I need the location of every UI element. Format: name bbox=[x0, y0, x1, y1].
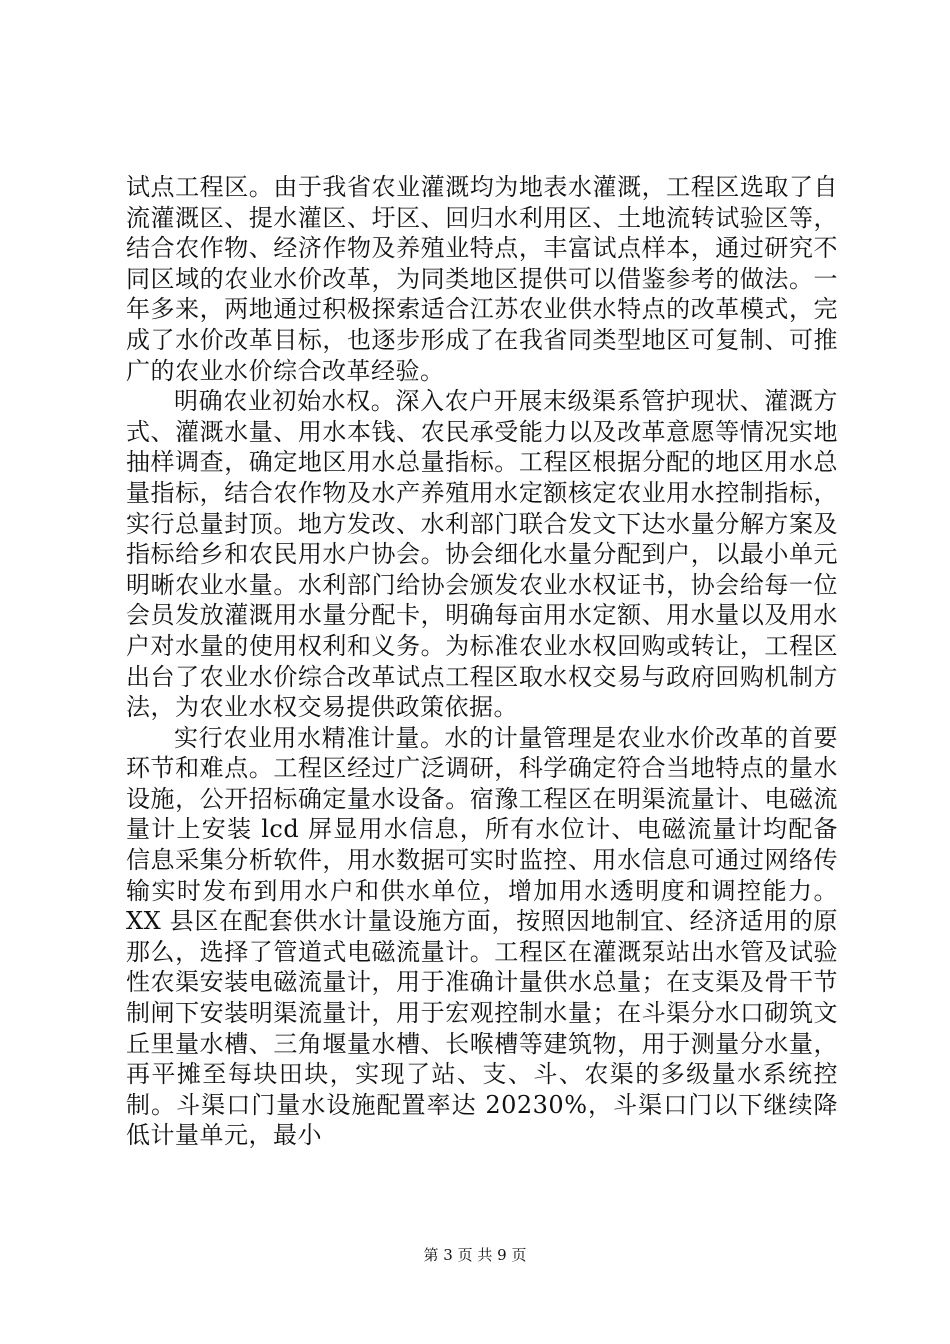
paragraph-water-rights: 明确农业初始水权。深入农户开展末级渠系管护现状、灌溉方式、灌溉水量、用水本钱、农民承受能力以及改革意愿等情况实地抽样调查，确定地区用水总量指标。工程区根据分配的地区用水总量指标，结合农作物及水产养殖用水定额核定农业用水控制指标，实行总量封顶。地方发改、水利部门联合发文下达水量分解方案及指标给乡和农民用水户协会。协会细化水量分配到户，以最小单元明晰农业水量。水利部门给协会颁发农业水权证书，协会给每一位会员发放灌溉用水量分配卡，明确每亩用水定额、用水量以及用水户对水量的使用权利和义务。为标准农业水权回购或转让，工程区出台了农业水价综合改革试点工程区取水权交易与政府回购机制方法，为农业水权交易提供政策依据。 bbox=[126, 387, 838, 722]
document-body bbox=[126, 172, 838, 1151]
paragraph-water-metering: 实行农业用水精准计量。水的计量管理是农业水价改革的首要环节和难点。工程区经过广泛调研，科学确定符合当地特点的量水设施，公开招标确定量水设备。宿豫工程区在明渠流量计、电磁流量计上安装 lcd 屏显用水信息，所有水位计、电磁流量计均配备信息采集分析软件，用水数据可实时监控、用水信息可通过网络传输实时发布到用水户和供水单位，增加用水透明度和调控能力。XX 县区在配套供水计量设施方面，按照因地制宜、经济适用的原那么，选择了管道式电磁流量计。工程区在灌溉泵站出水管及试验性农渠安装电磁流量计，用于准确计量供水总量；在支渠及骨干节制闸下安装明渠流量计，用于宏观控制水量；在斗渠分水口砌筑文丘里量水槽、三角堰量水槽、长喉槽等建筑物，用于测量分水量，再平摊至每块田块，实现了站、支、斗、农渠的多级量水系统控制。斗渠口门量水设施配置率达 20230%，斗渠口门以下继续降低计量单元，最小 bbox=[126, 723, 838, 1150]
page-footer: 第 3 页 共 9 页 bbox=[423, 1246, 527, 1264]
paragraph-pilot-areas: 试点工程区。由于我省农业灌溉均为地表水灌溉，工程区选取了自流灌溉区、提水灌区、圩区、回归水利用区、土地流转试验区等，结合农作物、经济作物及养殖业特点，丰富试点样本，通过研究不同区域的农业水价改革，为同类地区提供可以借鉴参考的做法。一年多来，两地通过积极探索适合江苏农业供水特点的改革模式，完成了水价改革目标，也逐步形成了在我省同类型地区可复制、可推广的农业水价综合改革经验。 bbox=[126, 173, 838, 385]
